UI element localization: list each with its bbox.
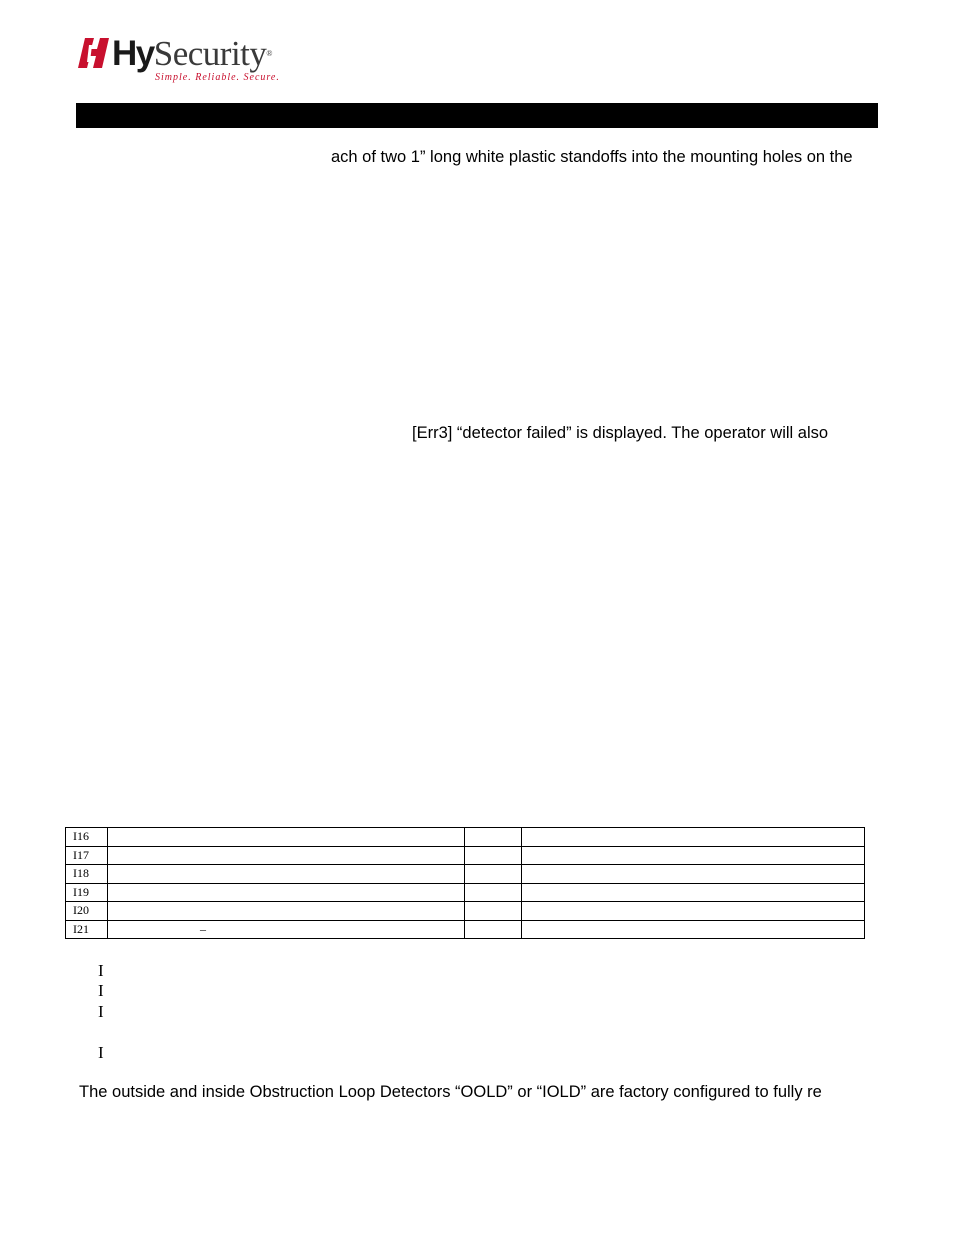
table-cell-name [108,883,465,902]
hysecurity-h-icon [78,36,110,70]
table-cell-id: I19 [66,883,108,902]
table-cell-name [108,865,465,884]
table-cell [522,828,865,847]
list-marker: I [98,961,104,980]
table-cell-id: I18 [66,865,108,884]
table-row [66,828,865,847]
table-cell [465,920,522,939]
table-cell [522,865,865,884]
input-table [65,827,865,939]
logo-wordmark: HySecurity® [112,34,272,73]
table-cell-name [108,828,465,847]
table-cell-id: I21 [66,920,108,939]
table-cell [465,883,522,902]
table-cell [465,865,522,884]
table-cell-name [108,902,465,921]
table-cell [522,846,865,865]
table-row [66,865,865,884]
table-cell-id: I17 [66,846,108,865]
obstruction-paragraph: The outside and inside Obstruction Loop Detectors “OOLD” or “IOLD” are factory configured to fully re [79,1083,822,1101]
table-cell-name: – [108,920,465,939]
section-header-bar [76,103,878,128]
table-cell-id: I16 [66,828,108,847]
table-row [66,883,865,902]
table-cell [522,883,865,902]
table-row [66,920,865,939]
table-cell-id: I20 [66,902,108,921]
logo-tagline: Simple. Reliable. Secure. [155,72,280,83]
error-paragraph: [Err3] “detector failed” is displayed. The operator will also [412,424,829,442]
table-row [66,902,865,921]
list-marker: I [98,981,104,1000]
table-cell [522,902,865,921]
standoffs-paragraph: ach of two 1” long white plastic standoffs into the mounting holes on the [331,148,853,166]
list-marker: I [98,1043,104,1062]
list-marker: I [98,1002,104,1021]
table-row [66,846,865,865]
table-cell [522,920,865,939]
table-cell-name [108,846,465,865]
hysecurity-logo [78,34,278,86]
table-cell [465,846,522,865]
table-cell [465,902,522,921]
table-cell [465,828,522,847]
